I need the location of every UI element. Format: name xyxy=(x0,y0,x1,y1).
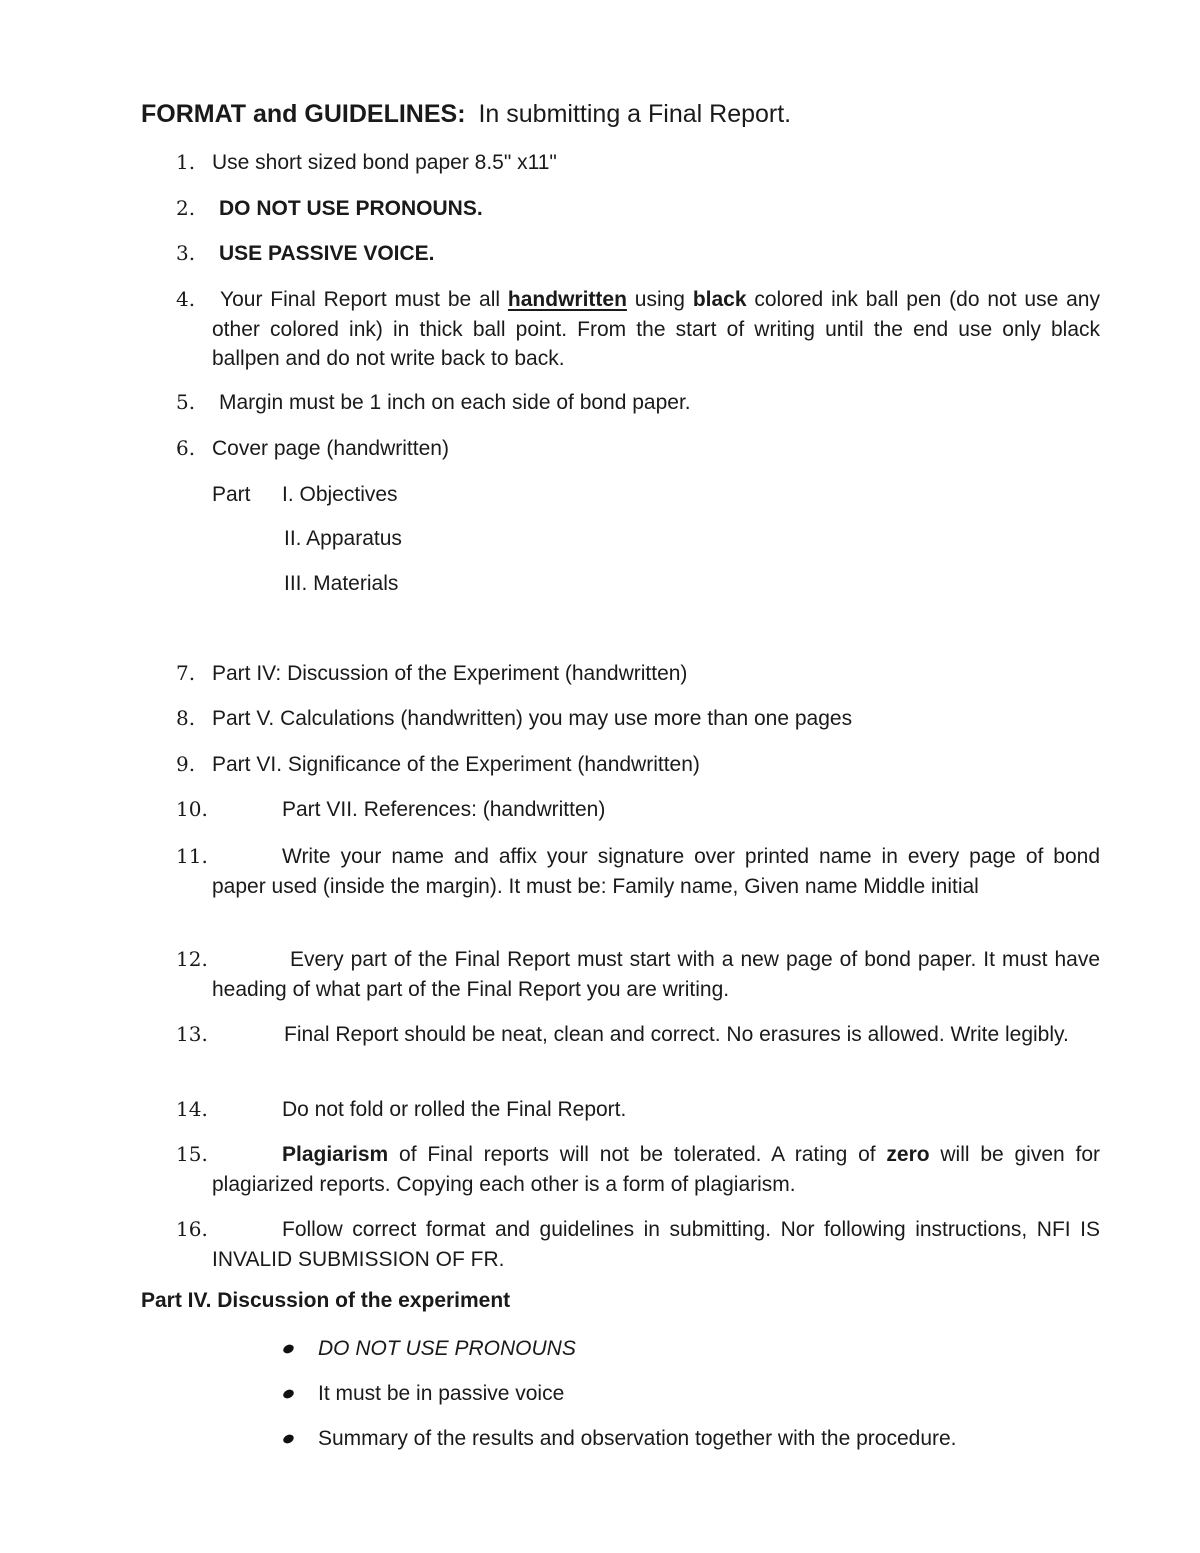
list-item xyxy=(176,659,1100,689)
cover-part-item: I. Objectives xyxy=(282,483,398,506)
item-number: 11. xyxy=(176,844,208,868)
list-item xyxy=(176,704,1100,734)
item-text: Follow correct format and guidelines in submitting. Nor following instructions, NFI IS INVALID SUBMISSION OF FR. xyxy=(212,1218,1100,1271)
item-text-part: using xyxy=(634,288,685,311)
bullet-icon xyxy=(282,1388,295,1400)
bullet-icon xyxy=(282,1433,295,1445)
item-text: Part V. Calculations (handwritten) you may use more than one pages xyxy=(212,707,853,730)
item-text-bold: Plagiarism xyxy=(282,1143,389,1166)
item-number: 8. xyxy=(176,706,196,730)
item-number: 6. xyxy=(176,436,196,460)
page-title xyxy=(141,100,791,129)
item-text-bold: zero xyxy=(886,1143,930,1166)
item-text: Use short sized bond paper 8.5" x11" xyxy=(212,151,557,174)
item-text-part: of Final reports will not be tolerated. A rating of xyxy=(399,1143,876,1166)
list-item xyxy=(176,1140,1100,1199)
item-text-bold: black xyxy=(692,288,747,311)
title-bold-part: FORMAT and GUIDELINES: xyxy=(141,100,466,128)
item-text: Cover page (handwritten) xyxy=(212,437,449,460)
item-text-part: Your Final Report must be all xyxy=(220,288,501,311)
item-number: 13. xyxy=(176,1022,208,1046)
bullet-item: Summary of the results and observation together with the procedure. xyxy=(318,1427,957,1450)
item-text: Final Report should be neat, clean and correct. No erasures is allowed. Write legibly. xyxy=(284,1023,1069,1046)
list-item xyxy=(176,285,1100,374)
list-item xyxy=(176,1020,1100,1050)
list-item xyxy=(176,945,1100,1004)
list-item xyxy=(176,795,1100,825)
section-heading: Part IV. Discussion of the experiment xyxy=(141,1289,511,1312)
list-item xyxy=(176,1215,1100,1274)
title-rest: In submitting a Final Report. xyxy=(478,100,792,128)
item-number: 1. xyxy=(176,150,196,174)
item-text: Margin must be 1 inch on each side of bond paper. xyxy=(219,391,691,414)
item-number: 3. xyxy=(176,241,196,265)
bullet-item: DO NOT USE PRONOUNS xyxy=(318,1337,576,1360)
item-text: USE PASSIVE VOICE. xyxy=(219,242,435,265)
item-text-part: colored ink ball pen (do not use any other colored ink) in thick ball point. From the start of writing until the end use only black ballpen and do not write back to back. xyxy=(212,288,1100,370)
item-number: 16. xyxy=(176,1217,208,1241)
list-item xyxy=(176,842,1100,901)
list-item xyxy=(176,148,1100,178)
item-text: Part VII. References: (handwritten) xyxy=(282,798,606,821)
list-item xyxy=(176,388,1100,418)
item-number: 10. xyxy=(176,797,208,821)
item-number: 9. xyxy=(176,752,196,776)
cover-part-label: Part xyxy=(212,483,251,506)
list-item xyxy=(176,1095,1100,1125)
item-text: Write your name and affix your signature over printed name in every page of bond paper used (inside the margin). It must be: Family name, Given name Middle initial xyxy=(212,845,1100,898)
item-number: 14. xyxy=(176,1097,208,1121)
cover-part-item: III. Materials xyxy=(284,572,399,595)
bullet-icon xyxy=(282,1343,295,1355)
item-text: Every part of the Final Report must start with a new page of bond paper. It must have heading of what part of the Final Report you are writing. xyxy=(212,948,1100,1001)
item-number: 7. xyxy=(176,661,196,685)
item-text-underlined: handwritten xyxy=(507,288,627,311)
cover-part-item: II. Apparatus xyxy=(284,527,402,550)
item-number: 2. xyxy=(176,196,196,220)
list-item xyxy=(176,750,1100,780)
item-text: DO NOT USE PRONOUNS. xyxy=(219,197,483,220)
item-number: 5. xyxy=(176,390,196,414)
item-number: 4. xyxy=(176,287,196,311)
item-number: 15. xyxy=(176,1142,208,1166)
list-item xyxy=(176,239,1100,269)
item-text: Do not fold or rolled the Final Report. xyxy=(282,1098,627,1121)
item-text: Part IV: Discussion of the Experiment (handwritten) xyxy=(212,662,688,685)
item-number: 12. xyxy=(176,947,208,971)
item-text-part: will be given for plagiarized reports. Copying each other is a form of plagiarism. xyxy=(212,1143,1100,1196)
item-text: Part VI. Significance of the Experiment (handwritten) xyxy=(212,753,700,776)
bullet-item: It must be in passive voice xyxy=(318,1382,565,1405)
list-item xyxy=(176,434,1100,464)
list-item xyxy=(176,194,1100,224)
